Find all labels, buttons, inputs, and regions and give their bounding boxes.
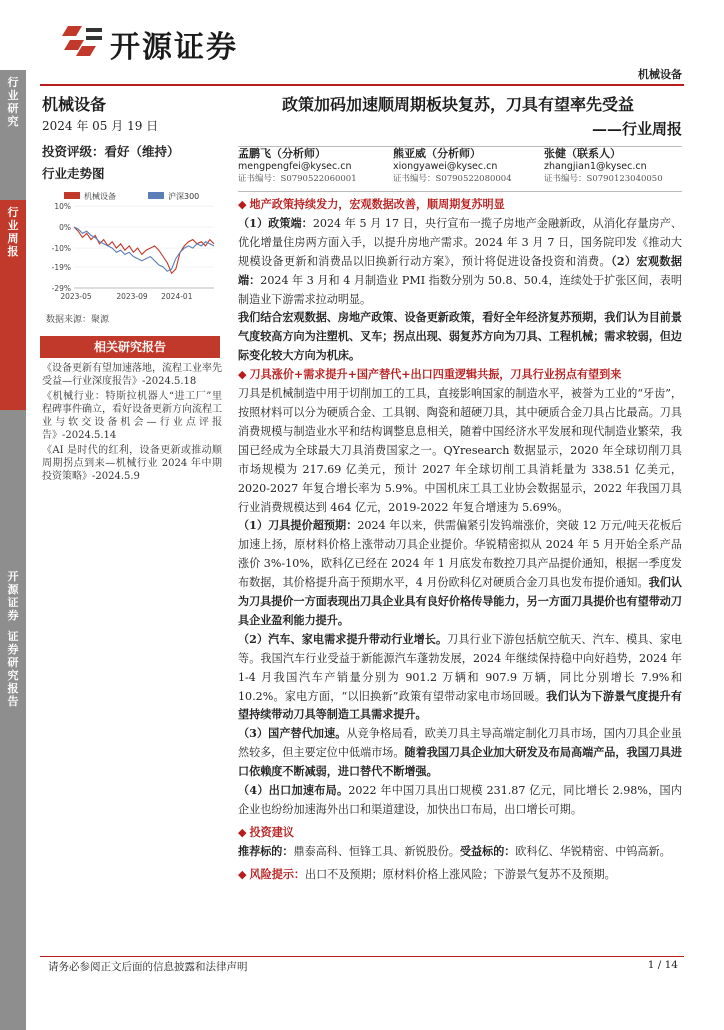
legend-label: 沪深300 xyxy=(168,192,200,201)
header-industry-label: 机械设备 xyxy=(638,68,682,81)
related-report-item[interactable]: 《机械行业：特斯拉机器人“进工厂”里程碑事件确立，看好设备更新方向流程工业与软交设备机会—行业点评报告》-2024.5.14 xyxy=(42,391,222,441)
paragraph: （2）汽车、家电需求提升带动行业增长。刀具行业下游包括航空航天、汽车、模具、家电等。我国汽车行业受益于新能源汽车蓬勃发展，2024 年继续保持稳中向好趋势，2024 年 1-4 月我国汽车产销量分别为 901.2 万辆和 907.9 万辆，同比分别增长 7.9%和 10.2%。家电方面，“以旧换新”政策有望带动家电市场回暖。我们认为下游景气度提升有望持续带动刀具等制造工具需求提升。 xyxy=(238,632,682,722)
side-label-weekly: 行 业 周 报 xyxy=(0,200,26,410)
paragraph: （1）政策端：2024 年 5 月 17 日，央行宣布一揽子房地产金融新政，从消化存量房产、优化增量住房两方面入手，以提升房地产需求。2024 年 3 月 7 日，国务院印发《推动大规模设备更新和消费品以旧换新行动方案》，预计将促进设备投资和消费。（2）宏观数据端：2024 年 3 月和 4 月制造业 PMI 指数分别为 50.8、50.4，连续处于扩张区间，表明制造业下游需求拉动明显。 xyxy=(238,216,682,306)
author-cert: 证书编号：S0790123040050 xyxy=(544,174,663,184)
author-name: 孟鹏飞（分析师） xyxy=(238,147,326,160)
legend-swatch xyxy=(148,192,164,199)
paragraph: （4）出口加速布局。2022 年中国刀具出口规模 231.87 亿元，同比增长 2.98%，国内企业也纷纷加速海外出口和渠道建设，加快出口布局，出口增长可期。 xyxy=(238,784,682,816)
investment-rating: 投资评级：看好（维持） xyxy=(42,144,180,159)
author-cert: 证书编号：S0790522080004 xyxy=(393,174,512,184)
report-date: 2024 年 05 月 19 日 xyxy=(42,119,159,133)
y-tick-label: 10% xyxy=(54,202,71,211)
related-reports-title: 相关研究报告 xyxy=(40,336,220,358)
author-card xyxy=(238,147,388,186)
header-divider xyxy=(40,84,684,86)
related-reports-list xyxy=(42,362,222,485)
side-label-research: 行 业 研 究 xyxy=(0,70,26,200)
left-column xyxy=(42,92,220,182)
section-heading: ◆ 投资建议 xyxy=(238,824,682,843)
series-line xyxy=(74,227,214,271)
report-subtitle: ——行业周报 xyxy=(591,120,682,138)
y-tick-label: -19% xyxy=(51,262,71,272)
author-email[interactable]: zhangjian1@kysec.cn xyxy=(544,161,647,172)
industry-trend-chart xyxy=(42,190,220,310)
author-name: 张健（联系人） xyxy=(544,147,621,160)
authors-block xyxy=(238,146,682,192)
author-email[interactable]: xiongyawei@kysec.cn xyxy=(393,161,498,172)
report-title: 政策加码加速顺周期板块复苏，刀具有望率先受益 xyxy=(281,95,634,114)
paragraph: 推荐标的：鼎泰高科、恒锋工具、新锐股份。受益标的：欧科亿、华锐精密、中钨高新。 xyxy=(238,844,671,858)
y-tick-label: -29% xyxy=(51,284,71,293)
x-tick-label: 2023-05 xyxy=(60,292,92,301)
trend-chart-title: 行业走势图 xyxy=(42,166,105,181)
series-line xyxy=(74,227,214,273)
side-label-brand: 开 源 证 券 证 券 研 究 报 告 xyxy=(0,410,26,1030)
legend-swatch xyxy=(64,192,80,199)
legend-label: 机械设备 xyxy=(84,192,116,201)
data-source: 数据来源：聚源 xyxy=(46,315,110,325)
paragraph: （1）刀具提价超预期：2024 年以来，供需偏紧引发钨端涨价，突破 12 万元/吨天花板后加速上扬，原材料价格上涨带动刀具企业提价。华锐精密拟从 2024 年 5 月开始全系产品涨价 3%-10%，欧科亿已经在 2024 年 1 月底发布数控刀具产品提价通知，根据一季度发布数据，其价格提升高于预期水平，4 月份欧科亿对硬质合金刀具也发布提价通知。我们认为刀具提价一方面表现出刀具企业具有良好价格传导能力，另一方面刀具提价也有望带动刀具企业盈利能力提升。 xyxy=(238,519,682,627)
logo-icon xyxy=(62,22,106,64)
author-card xyxy=(544,147,682,186)
brand-logo-text: 开源证券 xyxy=(110,30,238,65)
x-tick-label: 2024-01 xyxy=(161,292,193,301)
risk-paragraph: ◆ 风险提示：出口不及预期；原材料价格上涨风险；下游景气复苏不及预期。 xyxy=(238,866,682,885)
footer-divider xyxy=(40,956,684,957)
related-report-item[interactable]: 《设备更新有望加速落地，流程工业率先受益—行业深度报告》-2024.5.18 xyxy=(42,363,222,387)
industry-name: 机械设备 xyxy=(42,95,107,114)
section-heading: ◆ 刀具涨价+需求提升+国产替代+出口四重逻辑共振，刀具行业拐点有望到来 xyxy=(238,366,682,385)
related-report-item[interactable]: 《AI 是时代的红利，设备更新或推动顺周期拐点到来—机械行业 2024 年中期投资策略》-2024.5.9 xyxy=(42,445,222,482)
paragraph: 我们结合宏观数据、房地产政策、设备更新政策，看好全年经济复苏预期，我们认为目前景气度较高方向为注塑机、叉车；拐点出现、弱复苏方向为刀具、工程机械；需求较弱，但边际变化较大方向为机床。 xyxy=(238,311,682,363)
paragraph: （3）国产替代加速。从竞争格局看，欧美刀具主导高端定制化刀具市场，国内刀具企业虽然较多，但主要定位中低端市场。随着我国刀具企业加大研发及布局高端产品，我国刀具进口依赖度不断减弱，进口替代不断增强。 xyxy=(238,727,682,779)
section-heading: ◆ 地产政策持续发力，宏观数据改善，顺周期复苏明显 xyxy=(238,196,682,215)
paragraph: 刀具是机械制造中用于切削加工的工具，直接影响国家的制造水平，被誉为工业的“牙齿”，按照材料可以分为硬质合金、工具钢、陶瓷和超硬刀具，其中硬质合金刀具占比最高。刀具消费规模与制造业水平和结构调整息息相关，随着中国经济水平发展和现代制造业繁荣，我国已经成为全球最大刀具消费国家之一。QYresearch 数据显示，2020 年全球切削刀具市场规模为 217.69 亿美元，预计 2027 年全球切削工具消耗量为 338.51 亿美元，2020-2027 年复合增长率为 5.9%。中国机床工具工业协会数据显示，2022 年我国刀具行业消费规模达到 464 亿元，2019-2022 年复合增速为 5.69%。 xyxy=(238,387,683,514)
y-tick-label: -10% xyxy=(51,244,71,254)
y-tick-label: 0% xyxy=(59,223,71,233)
side-band xyxy=(0,70,26,1030)
author-email[interactable]: mengpengfei@kysec.cn xyxy=(238,161,352,172)
page-number: 1 / 14 xyxy=(647,959,678,971)
footer-disclaimer: 请务必参阅正文后面的信息披露和法律声明 xyxy=(48,961,248,973)
report-body xyxy=(238,196,682,885)
x-tick-label: 2023-09 xyxy=(116,292,148,301)
author-card xyxy=(393,147,543,186)
author-name: 熊亚威（分析师） xyxy=(393,147,481,160)
author-cert: 证书编号：S0790522060001 xyxy=(238,174,357,184)
